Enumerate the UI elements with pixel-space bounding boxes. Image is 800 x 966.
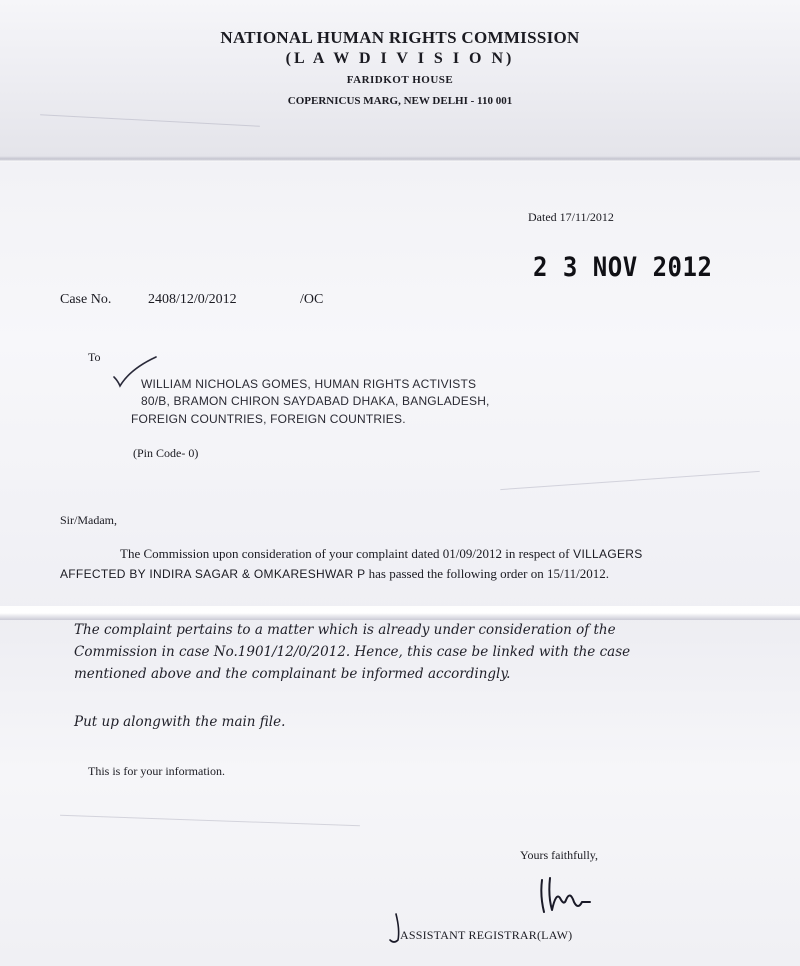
recipient-country-line: FOREIGN COUNTRIES, FOREIGN COUNTRIES. <box>131 412 406 426</box>
letterhead-building: FARIDKOT HOUSE <box>346 74 454 86</box>
case-number-suffix: /OC <box>300 292 324 307</box>
letterhead-division: (L A W D I V I S I O N) <box>285 50 515 67</box>
order-line-3: mentioned above and the complainant be informed accordingly. <box>74 666 511 682</box>
signatory-title: ASSISTANT REGISTRAR(LAW) <box>400 928 573 942</box>
case-number-label: Case No. <box>60 292 112 307</box>
closing-phrase: Yours faithfully, <box>520 848 599 862</box>
order-line-1: The complaint pertains to a matter which is already under consideration of the <box>74 622 616 638</box>
handwritten-signature <box>520 872 610 918</box>
information-note: This is for your information. <box>88 764 225 778</box>
recipient-address-line: 80/B, BRAMON CHIRON SAYDABAD DHAKA, BANGLADESH, <box>141 394 490 408</box>
recipient-pin-code: (Pin Code- 0) <box>133 446 199 460</box>
body-line-2 <box>60 566 609 582</box>
case-number-value: 2408/12/0/2012 <box>148 292 237 307</box>
letterhead-title: NATIONAL HUMAN RIGHTS COMMISSION <box>220 28 580 47</box>
fold-line-lower <box>0 606 800 620</box>
body-line-2-subject: AFFECTED BY INDIRA SAGAR & OMKARESHWAR P <box>60 567 366 581</box>
body-line-2-text: has passed the following order on 15/11/2012. <box>365 566 609 581</box>
body-line-1 <box>120 546 643 562</box>
body-line-1-text: The Commission upon consideration of your complaint dated 01/09/2012 in respect of <box>120 546 570 561</box>
recipient-name-line: WILLIAM NICHOLAS GOMES, HUMAN RIGHTS ACTIVISTS <box>141 377 477 391</box>
letterhead-address: COPERNICUS MARG, NEW DELHI - 110 001 <box>287 95 513 107</box>
fold-line-upper <box>0 156 800 162</box>
body-line-1-subject: VILLAGERS <box>569 547 643 561</box>
order-line-2: Commission in case No.1901/12/0/2012. Hence, this case be linked with the case <box>74 644 631 660</box>
received-date-stamp: 2 3 NOV 2012 <box>533 251 713 283</box>
salutation: Sir/Madam, <box>60 513 117 527</box>
recipient-to-label: To <box>88 350 101 364</box>
order-line-4: Put up alongwith the main file. <box>74 714 286 730</box>
letter-date: Dated 17/11/2012 <box>528 210 614 224</box>
